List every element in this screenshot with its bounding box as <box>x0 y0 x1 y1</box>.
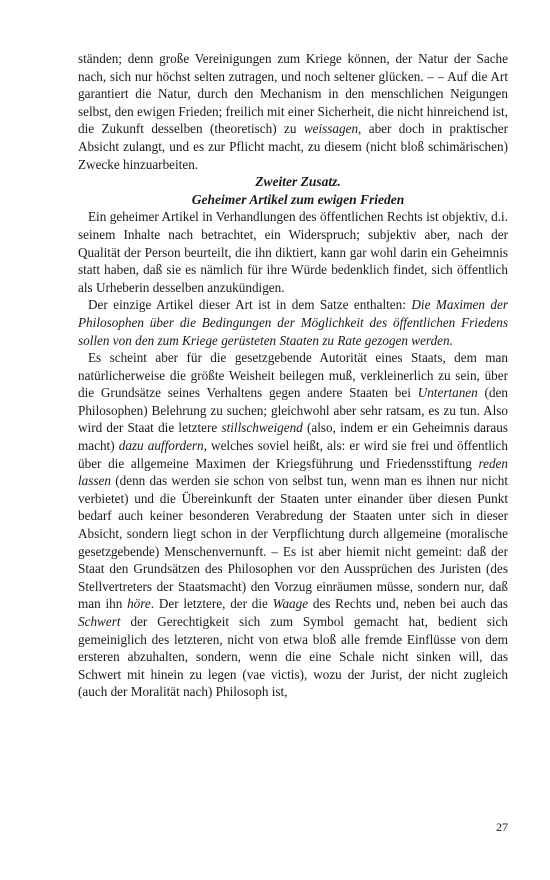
emphasized-text: Schwert <box>78 614 121 629</box>
text-run: des Rechts und, neben bei auch das <box>308 596 509 612</box>
emphasized-text: höre <box>127 596 151 612</box>
text-run: , aber doch in praktischer Absicht zulangt, und es zur Pflicht macht, zu diesem (nicht bloß schimärischen) Zwecke hinzuarbeiten. <box>78 121 509 172</box>
emphasized-text: reden lassen <box>78 455 508 489</box>
page-number: 27 <box>496 820 508 834</box>
text-run: (den Philosophen) Belehrung zu suchen; gleichwohl aber sehr ratsam, es zu tun. Also wird der Staat die letztere <box>78 385 508 436</box>
paragraph-geheimer-artikel <box>78 208 508 296</box>
text-run: Ein geheimer Artikel in Verhandlungen des öffentlichen Rechts ist objektiv, d.i. seinem Inhalte nach betrachtet, ein Widerspruch; subjektiv aber, nach der Qualität der Person beurteilt, die ihn diktiert, kann gar wohl darin ein Geheimnis statt haben, daß sie es nämlich für ihre Würde bedenklich findet, sich öffentlich als Urheberin desselben anzukündigen. <box>78 209 508 295</box>
emphasized-text: Untertanen <box>417 385 478 401</box>
emphasized-text: stillschweigend <box>221 420 303 436</box>
emphasized-text: Die Maximen der Philosophen über die Bedingungen der Möglichkeit des öffentlichen Friedens sollen von den zum Kriege gerüsteten Staaten zu Rate gezogen werden. <box>78 297 508 348</box>
emphasized-text: dazu auffordern <box>118 438 204 454</box>
text-run: . Der letztere, der die <box>150 596 273 612</box>
text-run: (denn das werden sie schon von selbst tun, wenn man es ihnen nur nicht verbietet) und die Übereinkunft der Staaten unter einander über diesen Punkt bedarf auch keiner besonderen Verabredung der Staaten unter sich in dieser Absicht, sondern liegt schon in der Verpflichtung durch allgemeine (moralische gesetzgebende) Menschenvernunft. – Es ist aber hiemit nicht gemeint: daß der Staat den Grundsätzen des Philosophen vor den Aussprüchen des Juristen (des Stellvertreters der Staatsmacht) den Vorzug einräumen müsse, sondern nur, daß man ihn <box>78 473 508 612</box>
paragraph-einziger-artikel <box>78 296 508 349</box>
emphasized-text: Waage <box>272 596 309 612</box>
text-run: ständen; denn große Vereinigungen zum Kriege können, der Natur der Sache nach, sich nur höchst selten zutragen, und noch seltener glücken. – – Auf die Art garantiert die Natur, durch den Mechanism in den menschlichen Neigungen selbst, den ewigen Frieden; freilich mit einer Sicherheit, die nicht hinreichend ist, die Zukunft desselben (theoretisch) zu <box>78 51 508 137</box>
body-text <box>78 50 508 701</box>
text-run: , welches soviel heißt, als: er wird sie frei und öffentlich über die allgemeine Maximen der Kriegsführung und Friedensstiftung <box>78 438 509 471</box>
text-run: (also, indem er ein Geheimnis daraus macht) <box>78 420 508 454</box>
paragraph-continuation <box>78 50 508 173</box>
text-run: der Gerechtigkeit sich zum Symbol gemacht hat, bedient sich gemeiniglich des letzteren, nicht von etwa bloß alle fremde Einflüsse von dem ersteren abzuhalten, sondern, wenn die eine Schale nicht sinken will, das Schwert mit hinein zu legen (vae victis), wozu der Jurist, der nicht zugleich (auch der Moralität nach) Philosoph ist, <box>78 614 508 700</box>
emphasized-text: weissagen <box>303 121 359 137</box>
text-run: Es scheint aber für die gesetzgebende Autorität eines Staats, dem man natürlicherweise die größte Weisheit beilegen muß, verkleinerlich zu sein, über die Grundsätze seines Verhaltens gegen andere Staaten bei <box>78 350 508 401</box>
section-heading: Zweiter Zusatz. <box>255 174 341 190</box>
paragraph-gesetzgebende-autoritaet <box>78 349 508 701</box>
text-run: Der einzige Artikel dieser Art ist in dem Satze enthalten: <box>88 297 412 313</box>
section-subheading: Geheimer Artikel zum ewigen Frieden <box>191 191 405 207</box>
